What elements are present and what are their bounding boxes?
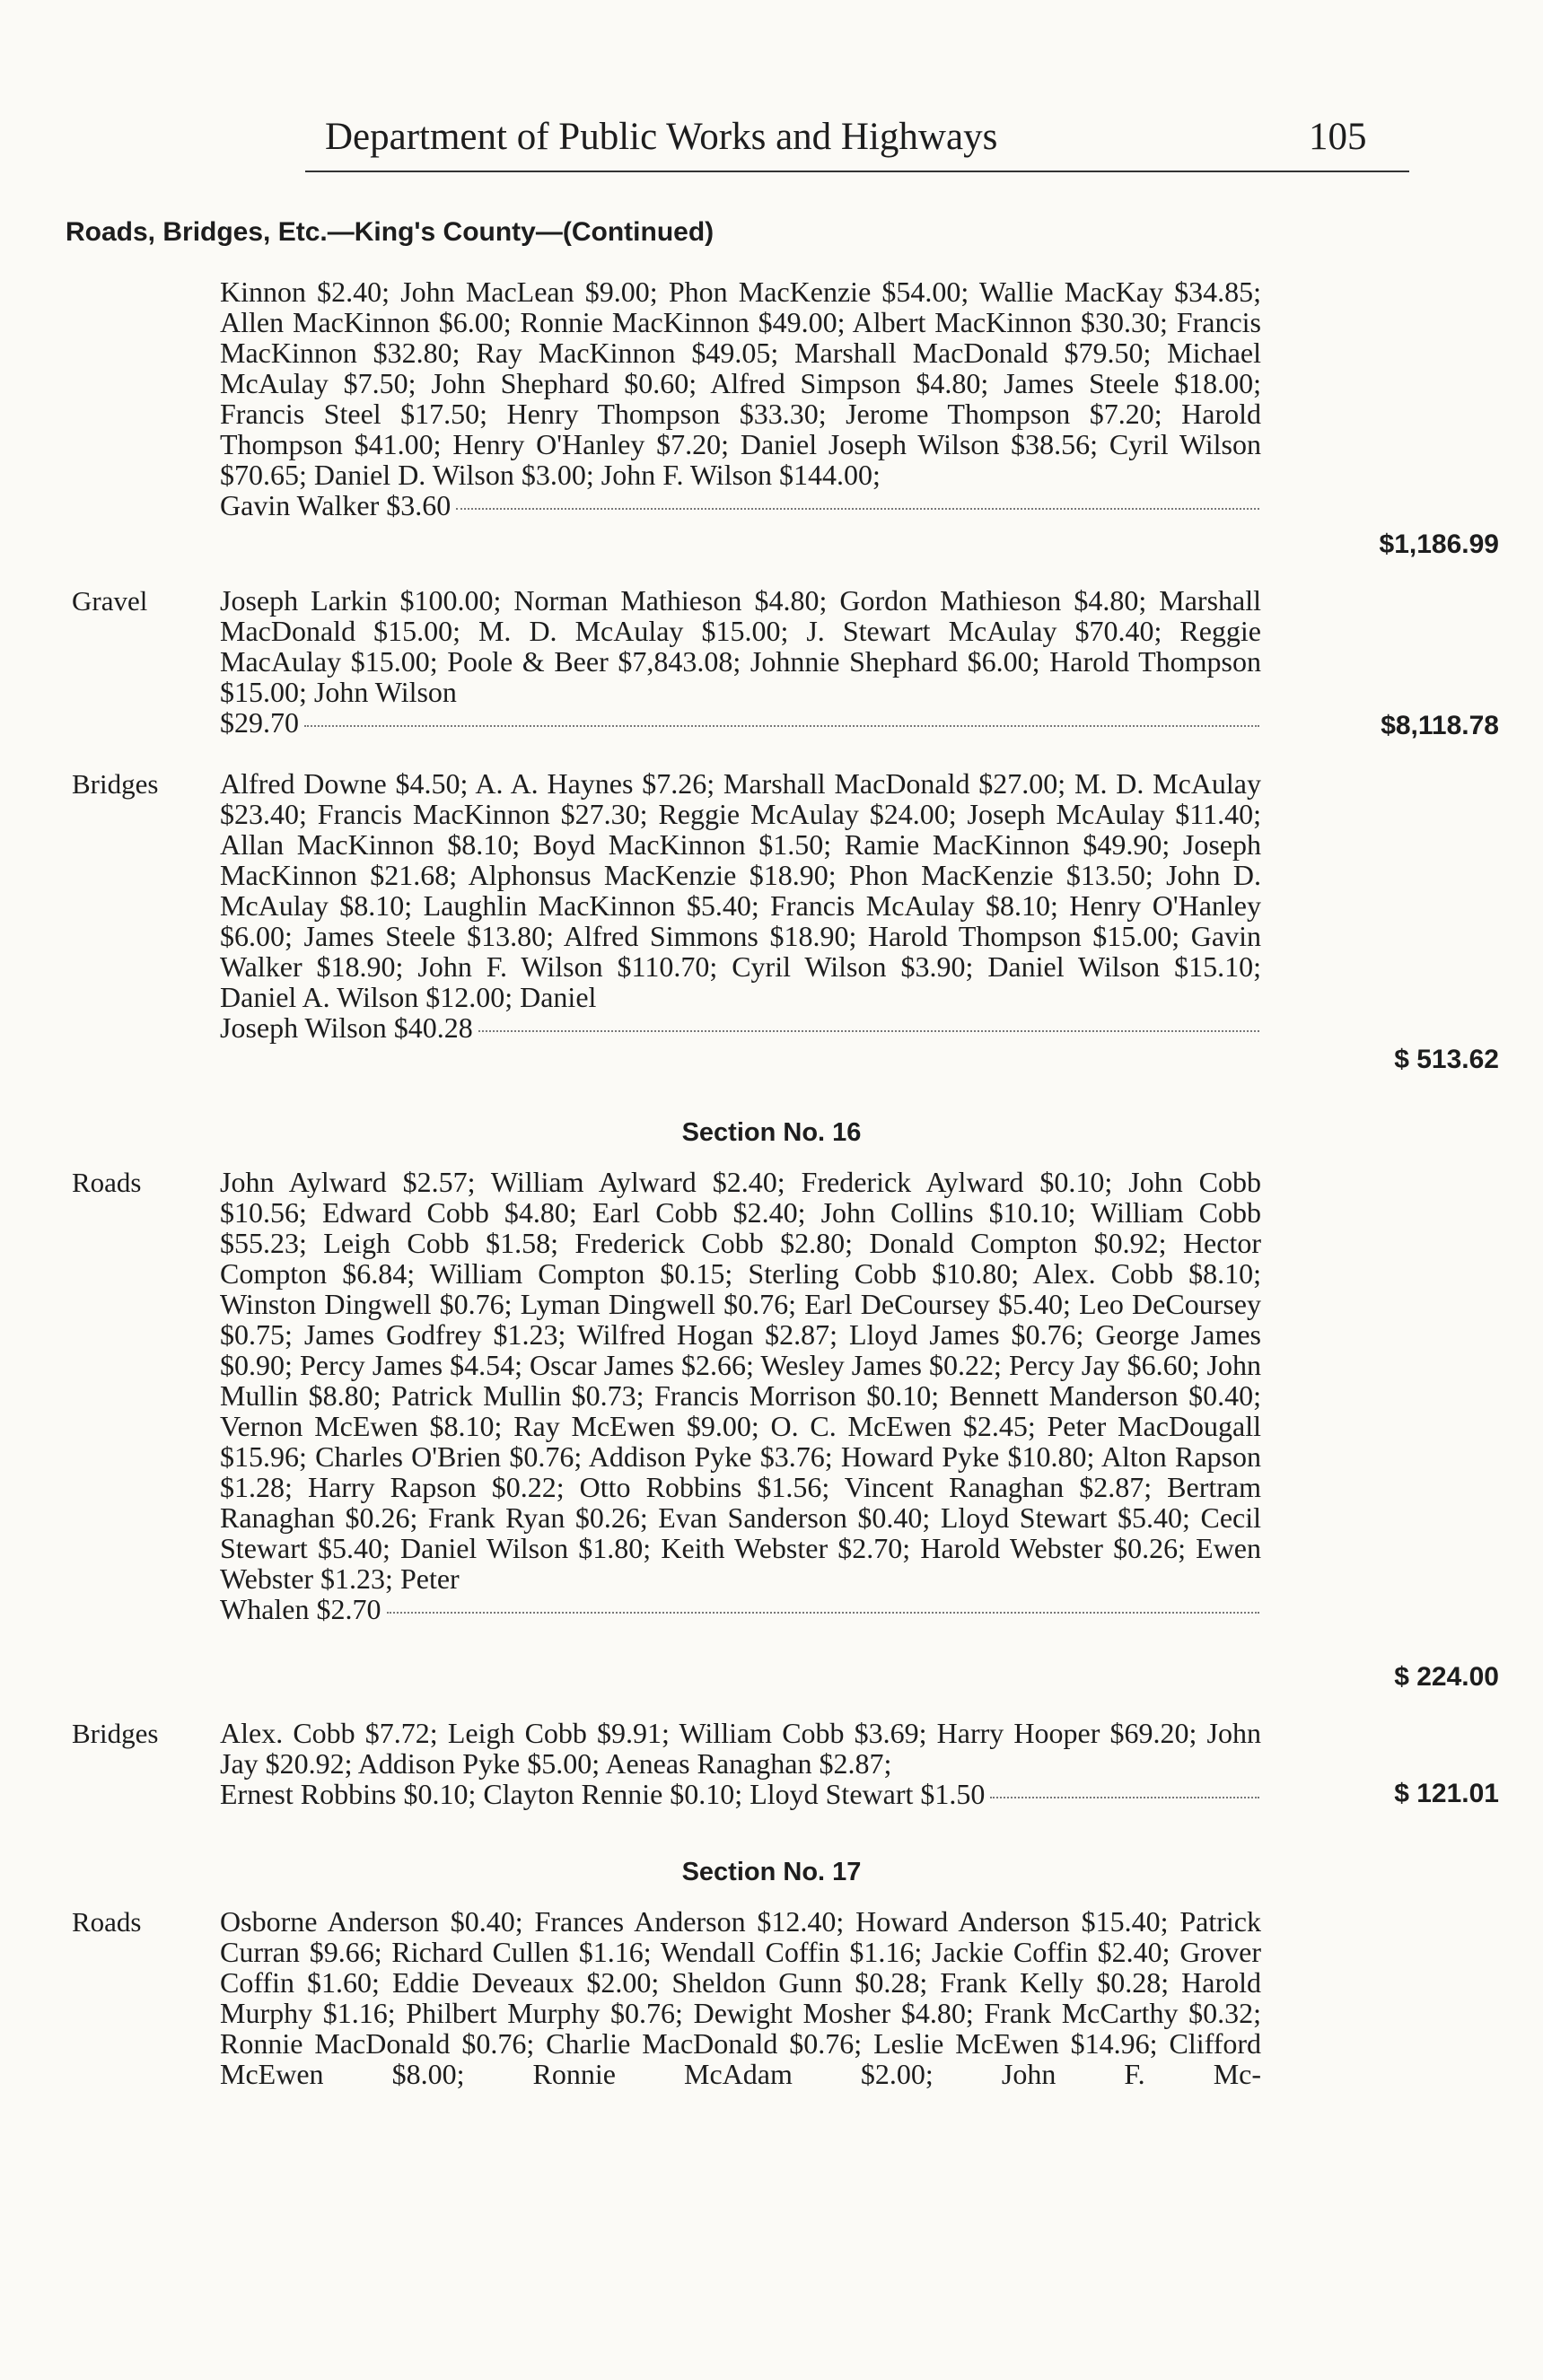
entry-text: [220, 1167, 1261, 1624]
entry-total: $ 224.00: [1394, 1662, 1499, 1692]
entry-text: [220, 276, 1261, 521]
dot-leader: [387, 1612, 1260, 1614]
entry-body-text: Joseph Larkin $100.00; Norman Mathieson $4.80; Gordon Mathieson $4.80; Marshall MacDonald $15.00; M. D. McAulay $15.00; J. Stewart McAulay $70.40; Reggie MacAulay $15.00; Poole & Beer $7,843.08; Johnnie Shephard $6.00; Harold Thompson $15.00; John Wilson: [220, 584, 1261, 708]
entry-body-text: Kinnon $2.40; John MacLean $9.00; Phon MacKenzie $54.00; Wallie MacKay $34.85; Allen MacKinnon $6.00; Ronnie MacKinnon $49.00; Albert MacKinnon $30.30; Francis MacKinnon $32.80; Ray MacKinnon $49.05; Marshall MacDonald $79.50; Michael McAulay $7.50; John Shephard $0.60; Alfred Simpson $4.80; James Steele $18.00; Francis Steel $17.50; Henry Thompson $33.30; Jerome Thompson $7.20; Harold Thompson $41.00; Henry O'Hanley $7.20; Daniel Joseph Wilson $38.56; Cyril Wilson $70.65; Daniel D. Wilson $3.00; John F. Wilson $144.00;: [220, 276, 1261, 491]
entry-body-text: Alex. Cobb $7.72; Leigh Cobb $9.91; William Cobb $3.69; Harry Hooper $69.20; John Jay $20.92; Addison Pyke $5.00; Aeneas Ranaghan $2.87;: [220, 1717, 1261, 1780]
entry-last-line: [220, 1779, 1261, 1809]
header-rule: [305, 171, 1409, 172]
entry-text: [220, 585, 1261, 738]
entry-category: Gravel: [72, 585, 148, 617]
entry-last-line-text: $29.70: [220, 706, 299, 739]
entry-body-text: Alfred Downe $4.50; A. A. Haynes $7.26; Marshall MacDonald $27.00; M. D. McAulay $23.40; Francis MacKinnon $27.30; Reggie McAulay $24.00; Joseph McAulay $11.40; Allan MacKinnon $8.10; Boyd MacKinnon $1.50; Ramie MacKinnon $49.90; Joseph MacKinnon $21.68; Alphonsus MacKenzie $18.90; Phon MacKenzie $13.50; John D. McAulay $8.10; Laughlin MacKinnon $5.40; Francis McAulay $8.10; Henry O'Hanley $6.00; James Steele $13.80; Alfred Simmons $18.90; Harold Thompson $15.00; Gavin Walker $18.90; John F. Wilson $110.70; Cyril Wilson $3.90; Daniel Wilson $15.10; Daniel A. Wilson $12.00; Daniel: [220, 767, 1261, 1013]
page-title: Department of Public Works and Highways: [325, 116, 998, 158]
dot-leader: [304, 725, 1259, 727]
entry-last-line-text: Whalen $2.70: [220, 1593, 381, 1625]
entry-body-text: Osborne Anderson $0.40; Frances Anderson $12.40; Howard Anderson $15.40; Patrick Curran $9.66; Richard Cullen $1.16; Wendall Coffin $1.16; Jackie Coffin $2.40; Grover Coffin $1.60; Eddie Deveaux $2.00; Sheldon Gunn $0.28; Frank Kelly $0.28; Harold Murphy $1.16; Philbert Murphy $0.76; Dewight Mosher $4.80; Frank McCarthy $0.32; Ronnie MacDonald $0.76; Charlie MacDonald $0.76; Leslie McEwen $14.96; Clifford McEwen $8.00; Ronnie McAdam $2.00; John F. Mc-: [220, 1905, 1261, 2090]
entry-category: Bridges: [72, 768, 159, 800]
entry-total: $8,118.78: [1381, 711, 1499, 740]
entry-category: Bridges: [72, 1718, 159, 1749]
dot-leader: [456, 508, 1259, 510]
entry-last-line: [220, 1012, 1261, 1043]
entry-last-line: [220, 1594, 1261, 1624]
entry-last-line: [220, 490, 1261, 521]
entry-text: [220, 768, 1261, 1043]
entry-total: $ 513.62: [1394, 1045, 1499, 1074]
entry-last-line-text: Ernest Robbins $0.10; Clayton Rennie $0.10; Lloyd Stewart $1.50: [220, 1778, 986, 1810]
dot-leader: [478, 1030, 1259, 1032]
entry-category: Roads: [72, 1167, 142, 1198]
entry-text: [220, 1906, 1261, 2089]
entry-body-text: John Aylward $2.57; William Aylward $2.40; Frederick Aylward $0.10; John Cobb $10.56; Edward Cobb $4.80; Earl Cobb $2.40; John Collins $10.10; William Cobb $55.23; Leigh Cobb $1.58; Frederick Cobb $2.80; Donald Compton $0.92; Hector Compton $6.84; William Compton $0.15; Sterling Cobb $10.80; Alex. Cobb $8.10; Winston Dingwell $0.76; Lyman Dingwell $0.76; Earl DeCoursey $5.40; Leo DeCoursey $0.75; James Godfrey $1.23; Wilfred Hogan $2.87; Lloyd James $0.76; George James $0.90; Percy James $4.54; Oscar James $2.66; Wesley James $0.22; Percy Jay $6.60; John Mullin $8.80; Patrick Mullin $0.73; Francis Morrison $0.10; Bennett Manderson $0.40; Vernon McEwen $8.10; Ray McEwen $9.00; O. C. McEwen $2.45; Peter MacDougall $15.96; Charles O'Brien $0.76; Addison Pyke $3.76; Howard Pyke $10.80; Alton Rapson $1.28; Harry Rapson $0.22; Otto Robbins $1.56; Vincent Ranaghan $2.87; Bertram Ranaghan $0.26; Frank Ryan $0.26; Evan Sanderson $0.40; Lloyd Stewart $5.40; Cecil Stewart $5.40; Daniel Wilson $1.80; Keith Webster $2.70; Harold Webster $0.26; Ewen Webster $1.23; Peter: [220, 1166, 1261, 1595]
page-number: 105: [1309, 116, 1367, 158]
entry-category: Roads: [72, 1906, 142, 1938]
page-header: [0, 115, 1543, 169]
dot-leader: [990, 1797, 1259, 1798]
entry-total: $ 121.01: [1394, 1779, 1499, 1808]
section-heading: Section No. 16: [681, 1118, 862, 1147]
section-heading: Section No. 17: [681, 1858, 862, 1886]
entry-last-line: [220, 707, 1261, 738]
entry-total: $1,186.99: [1379, 529, 1499, 559]
entry-text: [220, 1718, 1261, 1809]
entry-last-line-text: Gavin Walker $3.60: [220, 489, 452, 521]
section-title: Roads, Bridges, Etc.—King's County—(Continued): [66, 217, 715, 247]
entry-last-line-text: Joseph Wilson $40.28: [220, 1011, 473, 1044]
